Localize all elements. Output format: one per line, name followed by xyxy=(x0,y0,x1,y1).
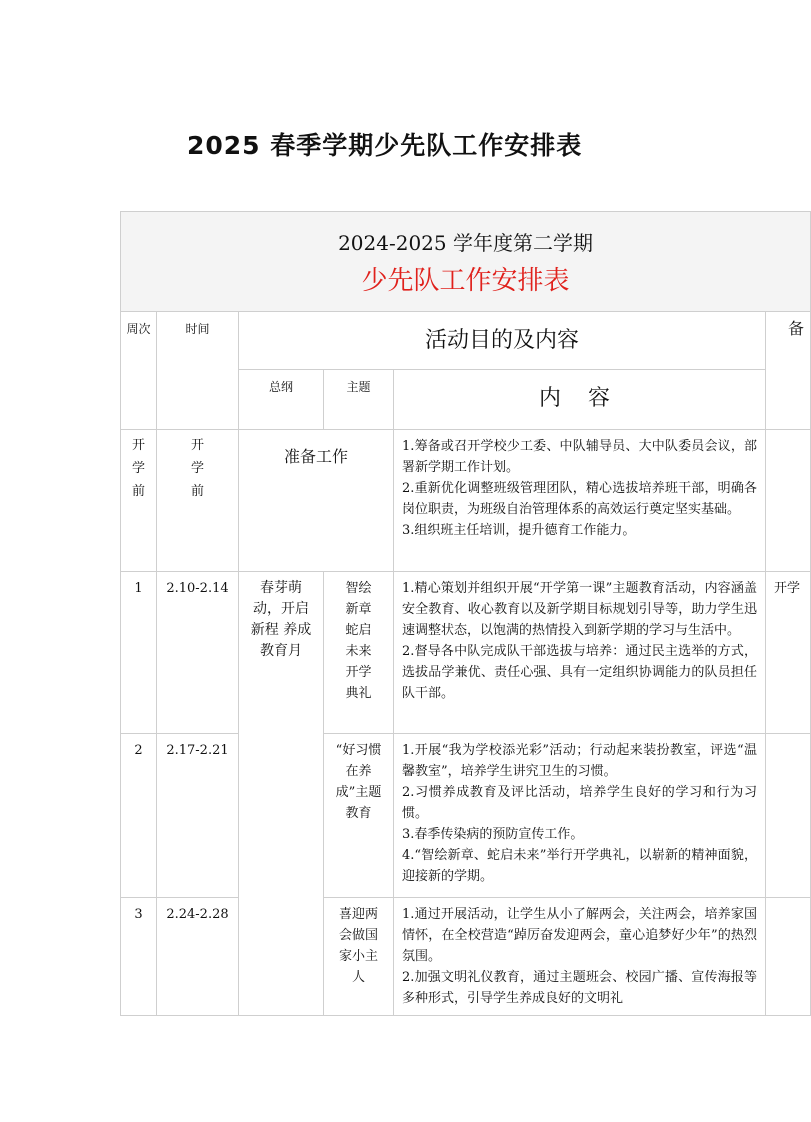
content-item: 4.“智绘新章、蛇启未来”举行开学典礼，以崭新的精神面貌，迎接新的学期。 xyxy=(402,848,757,884)
outline-text: 春芽萌动，开启新程 养成教育月 xyxy=(250,580,312,659)
content-cell xyxy=(394,572,766,734)
table-row xyxy=(121,734,811,898)
week-cell: 1 xyxy=(121,572,157,734)
table-header xyxy=(121,212,811,312)
remark-cell: 开学 xyxy=(766,572,811,734)
content-item: 3.春季传染病的预防宣传工作。 xyxy=(402,827,584,842)
table-header-title: 少先队工作安排表 xyxy=(361,266,570,296)
content-item: 2.重新优化调整班级管理团队，精心选拔培养班干部，明确各岗位职责，为班级自治管理体系的高效运行奠定坚实基础。 xyxy=(402,481,757,517)
col-remark-header: 备 xyxy=(766,312,811,430)
sub-theme-header: 主题 xyxy=(324,370,394,430)
theme-text: 喜迎两会做国家小主人 xyxy=(338,907,378,985)
content-cell xyxy=(394,898,766,1016)
week-cell: 2 xyxy=(121,734,157,898)
table-row xyxy=(121,898,811,1016)
content-item: 2.习惯养成教育及评比活动，培养学生良好的学习和行为习惯。 xyxy=(402,785,757,821)
page-title: 2025 春季学期少先队工作安排表 xyxy=(187,131,583,160)
outline-cell: 准备工作 xyxy=(239,430,394,572)
remark-cell xyxy=(766,734,811,898)
week-cell: 开学前 xyxy=(121,430,157,572)
remark-cell xyxy=(766,430,811,572)
week-cell: 3 xyxy=(121,898,157,1016)
col-week-header: 周次 xyxy=(121,312,157,430)
sub-content-header: 内 容 xyxy=(394,370,766,430)
remark-cell xyxy=(766,898,811,1016)
content-item: 3.组织班主任培训，提升德育工作能力。 xyxy=(402,523,636,538)
content-cell xyxy=(394,430,766,572)
table-header-year: 2024-2025 学年度第二学期 xyxy=(338,231,593,255)
table-row xyxy=(121,430,811,572)
theme-cell xyxy=(324,734,394,898)
col-activity-header: 活动目的及内容 xyxy=(239,312,766,370)
time-cell: 2.10-2.14 xyxy=(157,572,239,734)
theme-cell xyxy=(324,898,394,1016)
content-item: 1.筹备或召开学校少工委、中队辅导员、大中队委员会议，部署新学期工作计划。 xyxy=(402,439,757,475)
content-item: 2.加强文明礼仪教育，通过主题班会、校园广播、宣传海报等多种形式，引导学生养成良好的文明礼 xyxy=(402,970,757,1006)
content-item: 1.精心策划并组织开展“开学第一课”主题教育活动，内容涵盖安全教育、收心教育以及新学期目标规划引导等，助力学生迅速调整状态，以饱满的热情投入到新学期的学习与生活中。 xyxy=(402,581,757,638)
theme-text: 智绘新章蛇启未来开学典礼 xyxy=(345,581,372,701)
content-item: 1.通过开展活动，让学生从小了解两会，关注两会，培养家国情怀，在全校营造“踔厉奋发迎两会，童心追梦好少年”的热烈氛围。 xyxy=(402,907,757,964)
content-cell xyxy=(394,734,766,898)
content-item: 1.开展“我为学校添光彩”活动；行动起来装扮教室，评选“温馨教室”，培养学生讲究卫生的习惯。 xyxy=(402,743,757,779)
content-item: 2.督导各中队完成队干部选拔与培养：通过民主选举的方式，选拔品学兼优、责任心强、具有一定组织协调能力的队员担任队干部。 xyxy=(402,644,757,701)
theme-text: “好习惯在养成”主题教育 xyxy=(335,743,382,821)
time-cell: 开学前 xyxy=(157,430,239,572)
schedule-table xyxy=(120,211,811,1016)
col-time-header: 时间 xyxy=(157,312,239,430)
sub-outline-header: 总纲 xyxy=(239,370,324,430)
theme-cell xyxy=(324,572,394,734)
time-cell: 2.24-2.28 xyxy=(157,898,239,1016)
outline-cell xyxy=(239,572,324,1016)
time-cell: 2.17-2.21 xyxy=(157,734,239,898)
table-row xyxy=(121,572,811,734)
